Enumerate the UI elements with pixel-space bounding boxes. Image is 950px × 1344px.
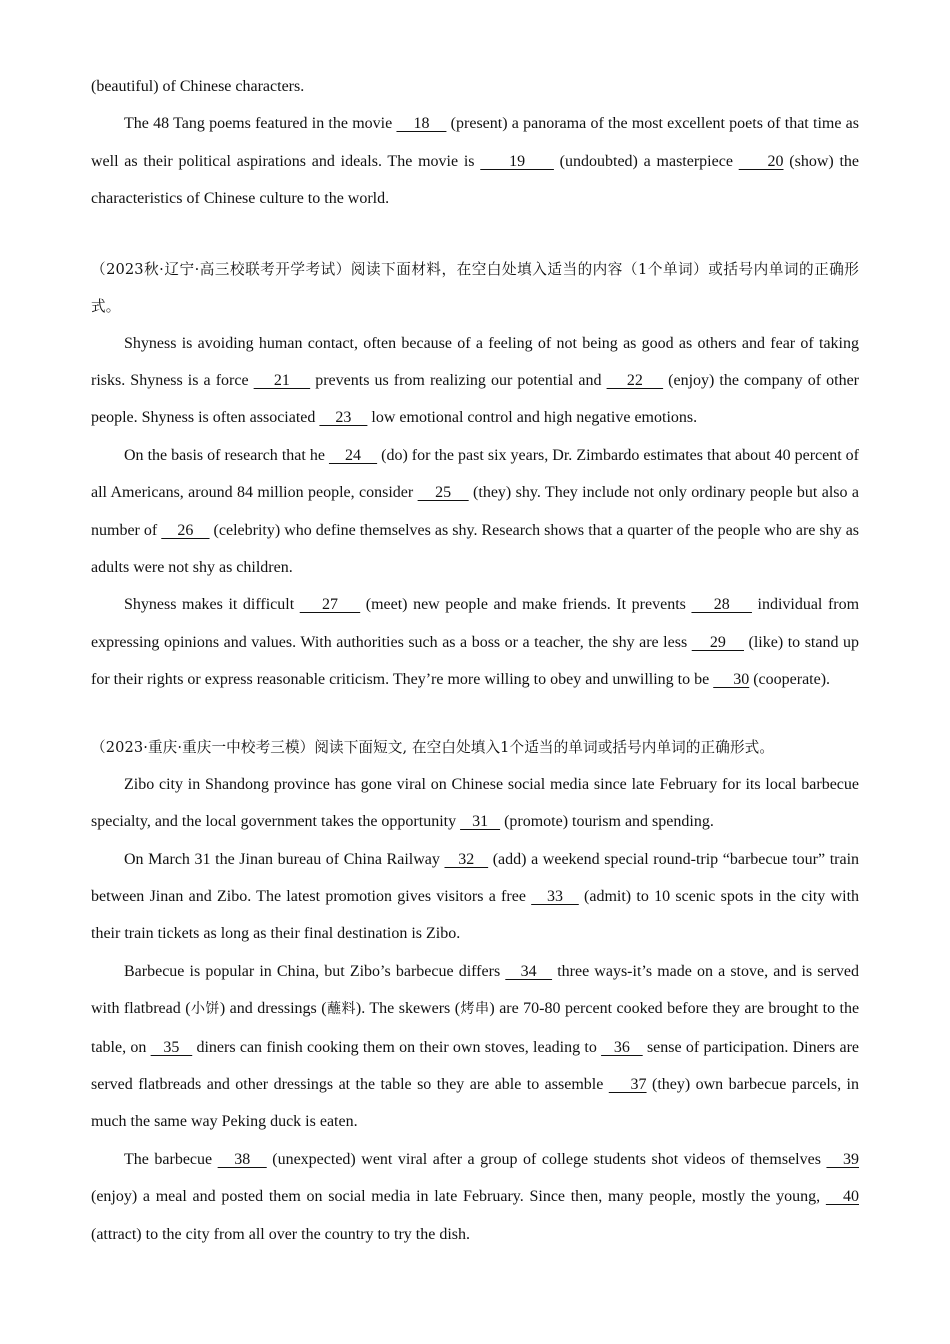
section-2-instructions: （2023秋·辽宁·高三校联考开学考试）阅读下面材料，在空白处填入适当的内容（1个单词）或括号内单词的正确形式。 [91, 260, 859, 315]
text: (like) to stand up for their rights or express reasonable criticism. They’re more willing to obey and unwilling to be [91, 633, 860, 689]
section-3-instructions: （2023·重庆·重庆一中校考三模）阅读下面短文, 在空白处填入1个适当的单词或括号内单词的正确形式。 [91, 738, 775, 756]
blank-19[interactable]: 19 [480, 152, 554, 170]
blank-27[interactable]: 27 [299, 596, 361, 614]
text: The barbecue [124, 1150, 218, 1168]
paragraph-s3-p4 [91, 1141, 859, 1253]
paragraph-s1-p1 [91, 105, 859, 217]
chinese-gloss: 蘸料 [326, 1001, 356, 1018]
text: sense of participation. Diners are served flatbreads and other dressings at the table so they are able to assemble [91, 1038, 860, 1093]
text: On March 31 the Jinan bureau of China Railway [124, 850, 445, 868]
text: three ways-it’s made on a stove, and is served with flatbread ( [91, 962, 860, 1018]
text: (enjoy) the company of other people. Shyness is often associated [91, 372, 860, 427]
blank-31[interactable]: 31 [460, 813, 501, 831]
text: Shyness makes it difficult [124, 596, 300, 614]
text: (they) shy. They include not only ordinary people but also a number of [91, 484, 860, 539]
paragraph-s1-p0 [91, 68, 859, 105]
paragraph-s3-p1 [91, 766, 859, 841]
text: Shyness is avoiding human contact, often because of a feeling of not being as good as others and fear of taking risks. Shyness is a force [91, 334, 859, 390]
text: diners can finish cooking them on their own stoves, leading to [192, 1038, 602, 1056]
blank-24[interactable]: 24 [328, 446, 378, 464]
blank-25[interactable]: 25 [417, 484, 469, 502]
paragraph-s2-p1 [91, 325, 859, 437]
text: (beautiful) of Chinese characters. [91, 78, 305, 95]
blank-33[interactable]: 33 [531, 887, 579, 905]
chinese-gloss: 小饼 [190, 1001, 220, 1018]
text: Barbecue is popular in China, but Zibo’s barbecue differs [124, 962, 506, 980]
text: ). The skewers ( [355, 1000, 461, 1018]
spacer [91, 218, 859, 251]
paragraph-s2-p3 [91, 586, 859, 698]
paragraph-s2-p2 [91, 437, 859, 587]
blank-39[interactable]: 39 [826, 1150, 859, 1168]
blank-26[interactable]: 26 [161, 521, 210, 539]
blank-21[interactable]: 21 [253, 372, 311, 390]
blank-29[interactable]: 29 [691, 633, 744, 651]
text: (undoubted) a masterpiece [553, 152, 739, 170]
paragraph-s3-p3 [91, 953, 859, 1141]
text: (they) own barbecue parcels, in much the same way Peking duck is eaten. [91, 1075, 859, 1131]
text: (add) a weekend special round-trip “barbecue tour” train between Jinan and Zibo. The latest promotion gives visitors a free [91, 850, 860, 905]
blank-40[interactable]: 40 [825, 1188, 859, 1206]
text: (do) for the past six years, Dr. Zimbardo estimates that about 40 percent of all Americans, around 84 million people, consider [91, 446, 860, 502]
text: ) are 70-80 percent cooked before they are brought to the table, on [91, 1000, 860, 1056]
blank-23[interactable]: 23 [319, 409, 368, 427]
text: (cooperate). [749, 671, 831, 689]
blank-30[interactable]: 30 [713, 671, 750, 689]
paragraph-s3-p2 [91, 841, 859, 953]
blank-18[interactable]: 18 [396, 115, 447, 133]
text: On the basis of research that he [124, 446, 329, 464]
text: (unexpected) went viral after a group of college students shot videos of themselves [266, 1150, 827, 1168]
blank-36[interactable]: 36 [601, 1038, 643, 1056]
text: (enjoy) a meal and posted them on social media in late February. Since then, many people, mostly the young, [91, 1188, 826, 1206]
text: prevents us from realizing our potential and [310, 372, 607, 390]
blank-32[interactable]: 32 [444, 850, 489, 868]
text: The 48 Tang poems featured in the movie [124, 115, 397, 133]
text: (promote) tourism and spending. [500, 813, 714, 831]
text: (celebrity) who define themselves as shy. Research shows that a quarter of the people who are shy as adults were not shy as children. [91, 521, 860, 577]
blank-28[interactable]: 28 [691, 596, 752, 614]
blank-35[interactable]: 35 [150, 1038, 193, 1056]
chinese-gloss: 烤串 [460, 1001, 490, 1018]
blank-38[interactable]: 38 [217, 1150, 267, 1168]
blank-22[interactable]: 22 [606, 372, 664, 390]
text: ) and dressings ( [219, 1000, 327, 1018]
text: (show) the characteristics of Chinese culture to the world. [91, 152, 860, 208]
text: (attract) to the city from all over the country to try the dish. [91, 1225, 470, 1243]
text: Zibo city in Shandong province has gone viral on Chinese social media since late February for its local barbecue specialty, and the local government takes the opportunity [91, 775, 859, 831]
spacer [91, 699, 859, 729]
text: (present) a panorama of the most excellent poets of that time as well as their political aspirations and ideals. The movie is [91, 115, 860, 170]
text: low emotional control and high negative emotions. [367, 409, 698, 427]
document-page [91, 68, 859, 1253]
text: individual from expressing opinions and values. With authorities such as a boss or a teacher, the shy are less [91, 596, 860, 651]
blank-37[interactable]: 37 [608, 1075, 647, 1093]
text: (admit) to 10 scenic spots in the city with their train tickets as long as their final destination is Zibo. [91, 887, 860, 943]
blank-20[interactable]: 20 [738, 152, 784, 170]
text: (meet) new people and make friends. It prevents [360, 596, 692, 614]
blank-34[interactable]: 34 [505, 962, 553, 980]
